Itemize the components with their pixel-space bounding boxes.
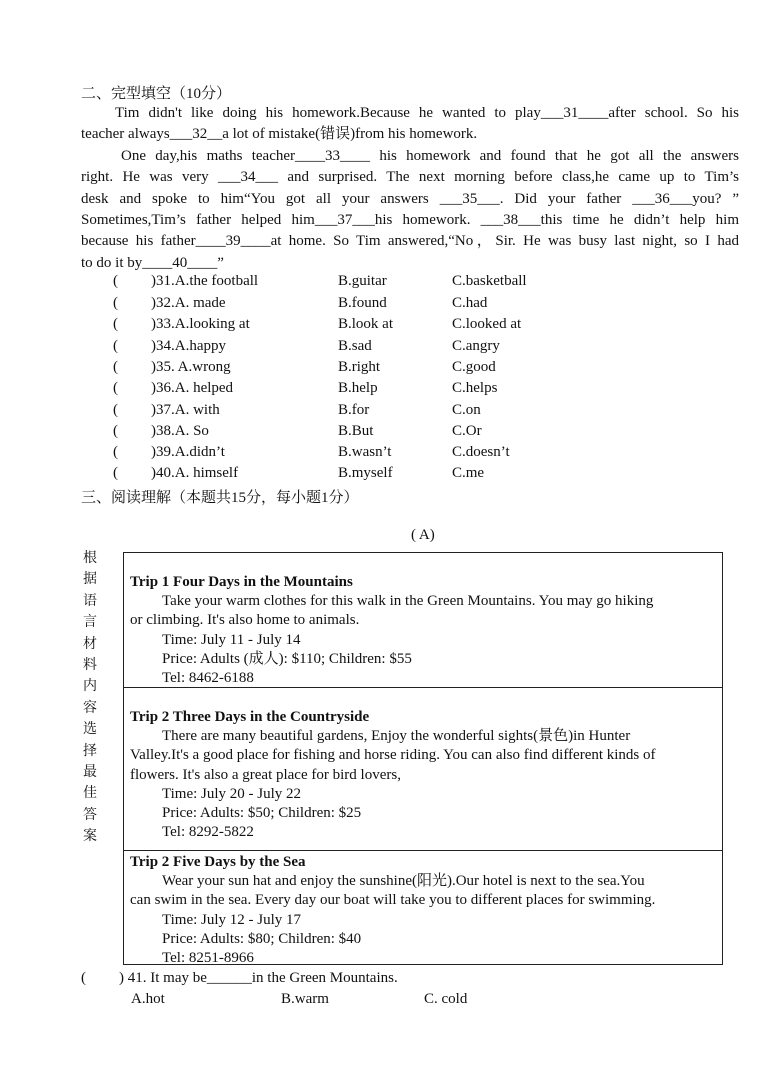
passage-line: Tim didn't like doing his homework.Because he wanted to play___31____after school. So his: [115, 105, 739, 121]
option-b: B.found: [338, 294, 387, 311]
option-b: B.right: [338, 359, 381, 375]
option-a: )40.A. himself: [151, 465, 239, 481]
trip-cell: [124, 688, 722, 851]
option-c: C.me: [452, 465, 485, 481]
passage-line: desk and spoke to him“You got all your answers ___35___. Did your father ___36___you? ”: [81, 190, 739, 207]
option-a: )31.A.the football: [151, 273, 259, 289]
trip-desc: can swim in the sea. Every day our boat will take you to different places for swimming.: [130, 892, 656, 909]
trip-title: Trip 2 Three Days in the Countryside: [130, 709, 370, 725]
passage-line: right. He was very ___34___ and surprised. The next morning before class,he came up to Tim’s: [81, 169, 739, 186]
side-char: 最: [83, 764, 97, 781]
trip-price: Price: Adults: $80; Children: $40: [162, 930, 362, 947]
option-c: C.helps: [452, 380, 498, 396]
option-c: C.good: [452, 359, 496, 375]
trip-title: Trip 1 Four Days in the Mountains: [130, 574, 353, 590]
option-a: )36.A. helped: [151, 380, 234, 396]
trip-desc: Valley.It's a good place for fishing and horse riding. You can also find different kinds of: [130, 747, 656, 764]
trip-desc: Wear your sun hat and enjoy the sunshine(阳光).Our hotel is next to the sea.You: [162, 873, 645, 890]
trip-time: Time: July 20 - July 22: [162, 785, 302, 802]
passage-line: to do it by____40____”: [81, 254, 224, 271]
option-a: )33.A.looking at: [151, 316, 250, 332]
option-a: )34.A.happy: [151, 337, 226, 354]
answer-paren[interactable]: (: [113, 294, 118, 311]
trip-cell: [124, 553, 722, 688]
side-char: 言: [83, 614, 97, 631]
trip-title: Trip 2 Five Days by the Sea: [130, 854, 306, 870]
trip-cell: [124, 851, 722, 967]
side-char: 择: [83, 742, 97, 759]
side-char: 材: [83, 635, 97, 652]
cloze-passage: [81, 103, 739, 274]
section-3-heading: 三、阅读理解（本题共15分，每小题1分）: [81, 490, 359, 506]
answer-paren[interactable]: (: [113, 444, 118, 460]
trip-tel: Tel: 8292-5822: [162, 824, 254, 841]
trip-price: Price: Adults (成人): $110; Children: $55: [162, 650, 412, 667]
option-b: B.for: [338, 401, 370, 418]
option-a: A.hot: [131, 991, 165, 1007]
option-c: C.had: [452, 294, 488, 311]
trip-tel: Tel: 8462-6188: [162, 670, 254, 687]
option-c: C.Or: [452, 423, 482, 439]
side-char: 根: [83, 550, 97, 566]
passage-line: Sometimes,Tim’s father helped him___37___his homework. ___38___this time he didn’t help him: [81, 212, 739, 229]
answer-paren[interactable]: (: [113, 316, 118, 332]
option-b: B.help: [338, 380, 378, 396]
side-char: 选: [83, 721, 97, 738]
passage-line: because his father____39____at home. So Tim answered,“No，Sir. He was busy last night, so I had: [81, 233, 739, 250]
trip-tel: Tel: 8251-8966: [162, 950, 254, 967]
side-char: 容: [83, 699, 97, 716]
trip-time: Time: July 12 - July 17: [162, 911, 302, 928]
section-2-heading: 二、完型填空（10分）: [81, 86, 232, 102]
option-b: B.But: [338, 423, 374, 439]
option-a: )37.A. with: [151, 401, 220, 418]
passage-line: teacher always___32__a lot of mistake(错误)from his homework.: [81, 126, 478, 143]
trip-desc: Take your warm clothes for this walk in the Green Mountains. You may go hiking: [162, 593, 654, 610]
option-b: B.look at: [338, 316, 393, 332]
question-41-stem: ) 41. It may be______in the Green Mountains.: [119, 970, 398, 986]
option-b: B.sad: [338, 337, 372, 354]
answer-paren[interactable]: (: [81, 970, 86, 986]
answer-paren[interactable]: (: [113, 359, 118, 375]
trips-table: [123, 552, 723, 965]
side-char: 佳: [83, 785, 97, 802]
option-a: )39.A.didn’t: [151, 444, 225, 460]
option-a: )32.A. made: [151, 294, 226, 311]
side-char: 答: [83, 806, 97, 823]
trip-time: Time: July 11 - July 14: [162, 631, 301, 648]
option-c: C.angry: [452, 337, 500, 354]
option-b: B.wasn’t: [338, 444, 392, 460]
option-b: B.guitar: [338, 273, 387, 289]
answer-paren[interactable]: (: [113, 423, 118, 439]
side-instruction: [81, 548, 99, 848]
trip-price: Price: Adults: $50; Children: $25: [162, 805, 362, 822]
option-a: )38.A. So: [151, 423, 209, 439]
trip-desc: There are many beautiful gardens, Enjoy the wonderful sights(景色)in Hunter: [162, 728, 631, 745]
option-c: C.basketball: [452, 273, 527, 289]
option-b: B.warm: [281, 991, 329, 1007]
option-c: C. cold: [424, 991, 468, 1007]
side-char: 料: [83, 657, 97, 674]
option-a: )35. A.wrong: [151, 359, 231, 375]
side-char: 案: [83, 828, 97, 845]
answer-paren[interactable]: (: [113, 337, 118, 354]
option-c: C.doesn’t: [452, 444, 510, 460]
side-char: 内: [83, 678, 97, 695]
answer-paren[interactable]: (: [113, 465, 118, 481]
side-char: 语: [83, 592, 97, 609]
option-b: B.myself: [338, 465, 393, 481]
passage-line: One day,his maths teacher____33____ his homework and found that he got all the answers: [121, 147, 739, 164]
answer-paren[interactable]: (: [113, 273, 118, 289]
trip-desc: flowers. It's also a great place for bird lovers,: [130, 766, 401, 783]
option-c: C.looked at: [452, 316, 522, 332]
side-char: 据: [83, 571, 97, 588]
answer-paren[interactable]: (: [113, 380, 118, 396]
part-label: ( A): [411, 527, 435, 543]
answer-paren[interactable]: (: [113, 401, 118, 418]
trip-desc: or climbing. It's also home to animals.: [130, 612, 360, 629]
option-c: C.on: [452, 401, 481, 418]
